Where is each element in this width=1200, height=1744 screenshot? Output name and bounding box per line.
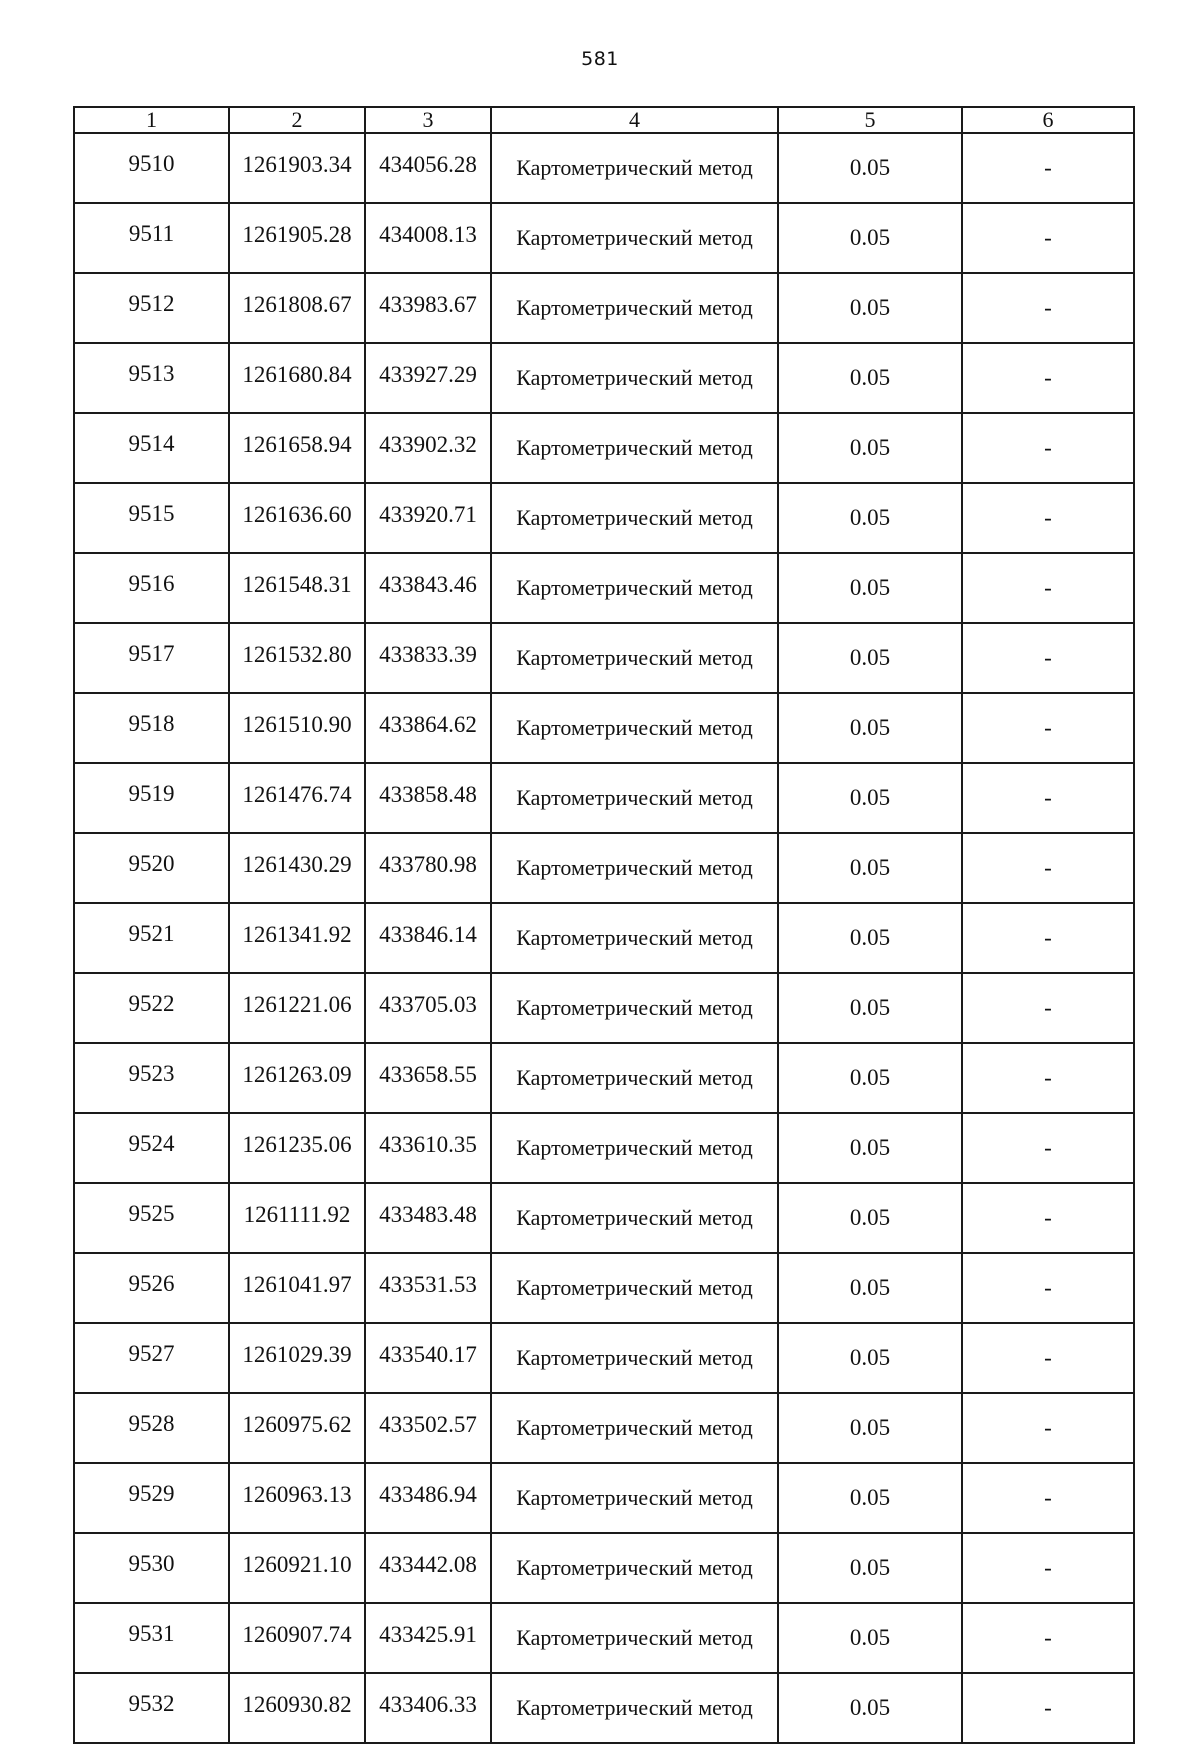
y-coordinate-cell: 433502.57	[365, 1393, 491, 1463]
table-row	[74, 1323, 1134, 1393]
table-row	[74, 413, 1134, 483]
x-coordinate-cell: 1261548.31	[229, 553, 365, 623]
x-coordinate-cell: 1261905.28	[229, 203, 365, 273]
note-cell: -	[962, 623, 1134, 693]
note-cell: -	[962, 1603, 1134, 1673]
method-cell: Картометрический метод	[491, 1043, 778, 1113]
y-coordinate-cell: 433858.48	[365, 763, 491, 833]
column-header-2: 2	[229, 107, 365, 133]
note-cell: -	[962, 1393, 1134, 1463]
table-row	[74, 1673, 1134, 1743]
method-cell: Картометрический метод	[491, 343, 778, 413]
table-row	[74, 693, 1134, 763]
point-number-cell: 9521	[74, 903, 229, 973]
accuracy-cell: 0.05	[778, 903, 962, 973]
point-number-cell: 9532	[74, 1673, 229, 1743]
table-row	[74, 553, 1134, 623]
method-cell: Картометрический метод	[491, 1603, 778, 1673]
table-row	[74, 623, 1134, 693]
method-cell: Картометрический метод	[491, 763, 778, 833]
accuracy-cell: 0.05	[778, 1183, 962, 1253]
note-cell: -	[962, 973, 1134, 1043]
note-cell: -	[962, 833, 1134, 903]
point-number-cell: 9529	[74, 1463, 229, 1533]
x-coordinate-cell: 1261029.39	[229, 1323, 365, 1393]
point-number-cell: 9526	[74, 1253, 229, 1323]
method-cell: Картометрический метод	[491, 1323, 778, 1393]
method-cell: Картометрический метод	[491, 273, 778, 343]
y-coordinate-cell: 433442.08	[365, 1533, 491, 1603]
x-coordinate-cell: 1261680.84	[229, 343, 365, 413]
x-coordinate-cell: 1261903.34	[229, 133, 365, 203]
table-row	[74, 1533, 1134, 1603]
point-number-cell: 9515	[74, 483, 229, 553]
note-cell: -	[962, 1673, 1134, 1743]
method-cell: Картометрический метод	[491, 413, 778, 483]
method-cell: Картометрический метод	[491, 1393, 778, 1463]
point-number-cell: 9513	[74, 343, 229, 413]
point-number-cell: 9527	[74, 1323, 229, 1393]
accuracy-cell: 0.05	[778, 973, 962, 1043]
accuracy-cell: 0.05	[778, 343, 962, 413]
y-coordinate-cell: 433406.33	[365, 1673, 491, 1743]
y-coordinate-cell: 434056.28	[365, 133, 491, 203]
x-coordinate-cell: 1261476.74	[229, 763, 365, 833]
method-cell: Картометрический метод	[491, 1463, 778, 1533]
accuracy-cell: 0.05	[778, 623, 962, 693]
y-coordinate-cell: 433658.55	[365, 1043, 491, 1113]
coordinates-table	[73, 106, 1135, 1744]
accuracy-cell: 0.05	[778, 1323, 962, 1393]
note-cell: -	[962, 343, 1134, 413]
accuracy-cell: 0.05	[778, 1603, 962, 1673]
point-number-cell: 9522	[74, 973, 229, 1043]
x-coordinate-cell: 1260930.82	[229, 1673, 365, 1743]
y-coordinate-cell: 433483.48	[365, 1183, 491, 1253]
accuracy-cell: 0.05	[778, 1533, 962, 1603]
y-coordinate-cell: 433425.91	[365, 1603, 491, 1673]
y-coordinate-cell: 433927.29	[365, 343, 491, 413]
table-row	[74, 133, 1134, 203]
point-number-cell: 9528	[74, 1393, 229, 1463]
note-cell: -	[962, 483, 1134, 553]
y-coordinate-cell: 433780.98	[365, 833, 491, 903]
accuracy-cell: 0.05	[778, 693, 962, 763]
accuracy-cell: 0.05	[778, 1463, 962, 1533]
x-coordinate-cell: 1261636.60	[229, 483, 365, 553]
x-coordinate-cell: 1261111.92	[229, 1183, 365, 1253]
note-cell: -	[962, 413, 1134, 483]
method-cell: Картометрический метод	[491, 1113, 778, 1183]
note-cell: -	[962, 553, 1134, 623]
accuracy-cell: 0.05	[778, 1043, 962, 1113]
accuracy-cell: 0.05	[778, 483, 962, 553]
column-header-6: 6	[962, 107, 1134, 133]
table-row	[74, 273, 1134, 343]
table-row	[74, 483, 1134, 553]
column-header-4: 4	[491, 107, 778, 133]
table-row	[74, 833, 1134, 903]
point-number-cell: 9518	[74, 693, 229, 763]
accuracy-cell: 0.05	[778, 553, 962, 623]
accuracy-cell: 0.05	[778, 1393, 962, 1463]
y-coordinate-cell: 433833.39	[365, 623, 491, 693]
header-row	[74, 107, 1134, 133]
point-number-cell: 9525	[74, 1183, 229, 1253]
note-cell: -	[962, 1183, 1134, 1253]
x-coordinate-cell: 1261341.92	[229, 903, 365, 973]
accuracy-cell: 0.05	[778, 1673, 962, 1743]
y-coordinate-cell: 433846.14	[365, 903, 491, 973]
note-cell: -	[962, 1113, 1134, 1183]
note-cell: -	[962, 1463, 1134, 1533]
accuracy-cell: 0.05	[778, 1253, 962, 1323]
column-header-3: 3	[365, 107, 491, 133]
method-cell: Картометрический метод	[491, 1253, 778, 1323]
y-coordinate-cell: 433864.62	[365, 693, 491, 763]
method-cell: Картометрический метод	[491, 553, 778, 623]
table-row	[74, 1113, 1134, 1183]
table-row	[74, 1253, 1134, 1323]
table-row	[74, 203, 1134, 273]
x-coordinate-cell: 1260921.10	[229, 1533, 365, 1603]
table-row	[74, 1463, 1134, 1533]
x-coordinate-cell: 1260907.74	[229, 1603, 365, 1673]
point-number-cell: 9523	[74, 1043, 229, 1113]
y-coordinate-cell: 433610.35	[365, 1113, 491, 1183]
y-coordinate-cell: 433902.32	[365, 413, 491, 483]
note-cell: -	[962, 203, 1134, 273]
method-cell: Картометрический метод	[491, 623, 778, 693]
x-coordinate-cell: 1261430.29	[229, 833, 365, 903]
table-row	[74, 1393, 1134, 1463]
table-header	[74, 107, 1134, 133]
point-number-cell: 9514	[74, 413, 229, 483]
note-cell: -	[962, 273, 1134, 343]
x-coordinate-cell: 1260975.62	[229, 1393, 365, 1463]
y-coordinate-cell: 433983.67	[365, 273, 491, 343]
y-coordinate-cell: 433486.94	[365, 1463, 491, 1533]
y-coordinate-cell: 433531.53	[365, 1253, 491, 1323]
method-cell: Картометрический метод	[491, 903, 778, 973]
point-number-cell: 9510	[74, 133, 229, 203]
method-cell: Картометрический метод	[491, 973, 778, 1043]
accuracy-cell: 0.05	[778, 1113, 962, 1183]
method-cell: Картометрический метод	[491, 1533, 778, 1603]
point-number-cell: 9517	[74, 623, 229, 693]
accuracy-cell: 0.05	[778, 833, 962, 903]
note-cell: -	[962, 1253, 1134, 1323]
table-row	[74, 973, 1134, 1043]
point-number-cell: 9516	[74, 553, 229, 623]
accuracy-cell: 0.05	[778, 763, 962, 833]
accuracy-cell: 0.05	[778, 273, 962, 343]
point-number-cell: 9511	[74, 203, 229, 273]
accuracy-cell: 0.05	[778, 133, 962, 203]
x-coordinate-cell: 1261510.90	[229, 693, 365, 763]
column-header-1: 1	[74, 107, 229, 133]
point-number-cell: 9524	[74, 1113, 229, 1183]
note-cell: -	[962, 1323, 1134, 1393]
table-row	[74, 903, 1134, 973]
method-cell: Картометрический метод	[491, 483, 778, 553]
point-number-cell: 9530	[74, 1533, 229, 1603]
x-coordinate-cell: 1261532.80	[229, 623, 365, 693]
method-cell: Картометрический метод	[491, 133, 778, 203]
accuracy-cell: 0.05	[778, 203, 962, 273]
y-coordinate-cell: 433705.03	[365, 973, 491, 1043]
table-body	[74, 133, 1134, 1743]
table-row	[74, 343, 1134, 413]
page-number: 581	[581, 48, 619, 70]
note-cell: -	[962, 1533, 1134, 1603]
note-cell: -	[962, 133, 1134, 203]
y-coordinate-cell: 433920.71	[365, 483, 491, 553]
point-number-cell: 9512	[74, 273, 229, 343]
point-number-cell: 9531	[74, 1603, 229, 1673]
note-cell: -	[962, 763, 1134, 833]
point-number-cell: 9519	[74, 763, 229, 833]
y-coordinate-cell: 433540.17	[365, 1323, 491, 1393]
table-row	[74, 1043, 1134, 1113]
method-cell: Картометрический метод	[491, 693, 778, 763]
x-coordinate-cell: 1261808.67	[229, 273, 365, 343]
point-number-cell: 9520	[74, 833, 229, 903]
table-row	[74, 1603, 1134, 1673]
accuracy-cell: 0.05	[778, 413, 962, 483]
table-row	[74, 763, 1134, 833]
note-cell: -	[962, 1043, 1134, 1113]
method-cell: Картометрический метод	[491, 203, 778, 273]
note-cell: -	[962, 693, 1134, 763]
note-cell: -	[962, 903, 1134, 973]
method-cell: Картометрический метод	[491, 1673, 778, 1743]
x-coordinate-cell: 1261221.06	[229, 973, 365, 1043]
x-coordinate-cell: 1261263.09	[229, 1043, 365, 1113]
x-coordinate-cell: 1261235.06	[229, 1113, 365, 1183]
column-header-5: 5	[778, 107, 962, 133]
x-coordinate-cell: 1261041.97	[229, 1253, 365, 1323]
table-row	[74, 1183, 1134, 1253]
x-coordinate-cell: 1261658.94	[229, 413, 365, 483]
y-coordinate-cell: 434008.13	[365, 203, 491, 273]
x-coordinate-cell: 1260963.13	[229, 1463, 365, 1533]
method-cell: Картометрический метод	[491, 1183, 778, 1253]
y-coordinate-cell: 433843.46	[365, 553, 491, 623]
method-cell: Картометрический метод	[491, 833, 778, 903]
